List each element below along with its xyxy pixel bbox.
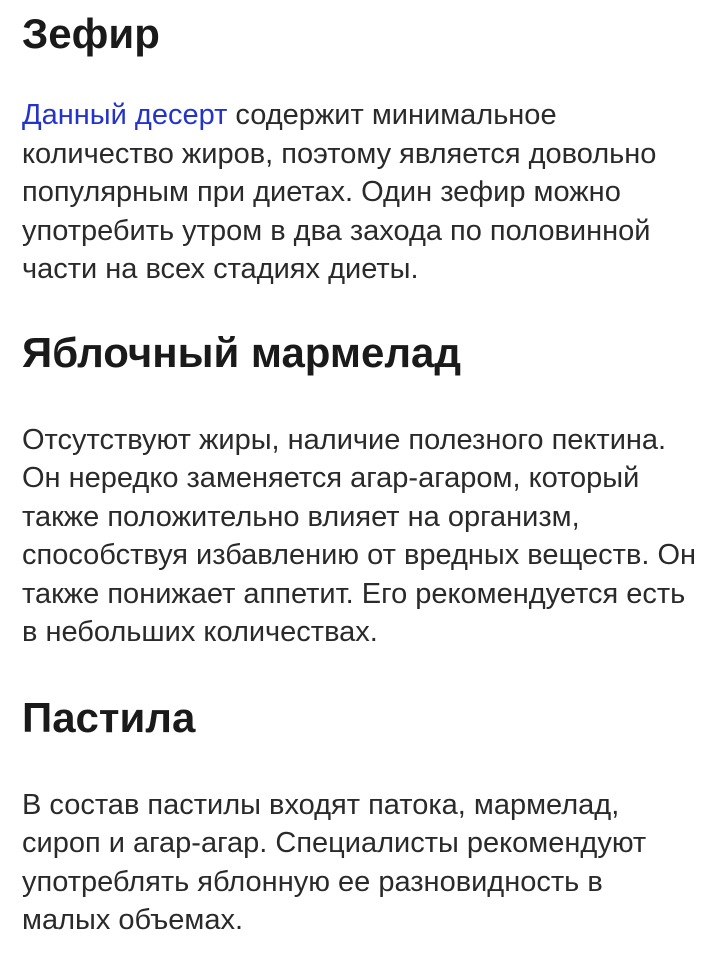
dessert-link[interactable]: Данный десерт: [22, 99, 228, 131]
section-body: Отсутствуют жиры, наличие полезного пектина. Он нередко заменяется агар-агаром, который также положительно влияет на организм, способствуя избавлению от вредных веществ. Он также понижает аппетит. Его рекомендуется есть в небольших количествах.: [22, 423, 697, 648]
section-title: Зефир: [22, 10, 160, 57]
section-zefir: [22, 0, 698, 289]
section-body: [22, 96, 698, 289]
section-body-text: содержит минимальное количество жиров, поэтому является довольно популярным при диетах. Один зефир можно употребить утром в два захода по половинной части на всех стадиях диеты.: [22, 99, 657, 285]
section-title: Яблочный мармелад: [22, 328, 462, 376]
section-marmalade: [22, 327, 698, 652]
section-title: Пастила: [22, 693, 196, 741]
section-body: В состав пастилы входят патока, мармелад, сироп и агар-агар. Специалисты рекомендуют употреблять яблонную ее разновидность в малых объемах.: [22, 788, 647, 936]
section-pastila: [22, 692, 698, 940]
